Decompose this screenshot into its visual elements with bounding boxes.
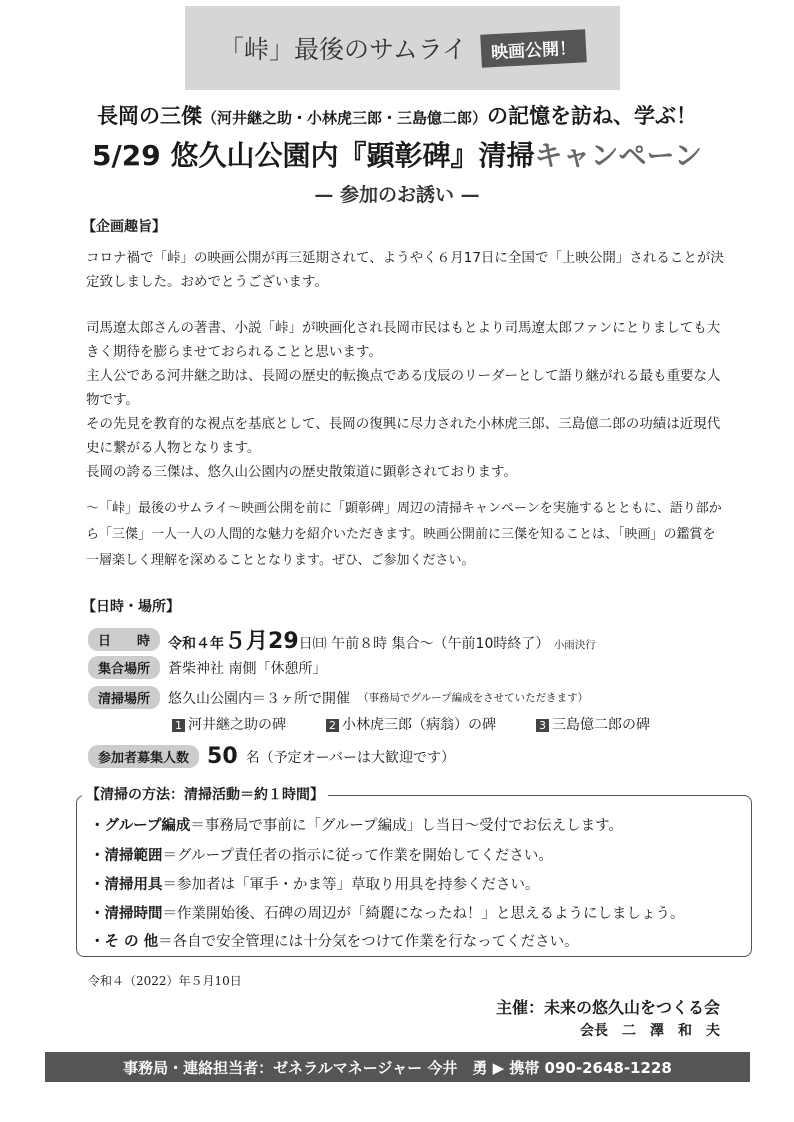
date-year: 令和４年 — [168, 636, 225, 652]
purpose-paragraph: その先見を教育的な視点を基底として、長岡の復興に尽力された小林虎三郎、三島億二郎の功績は近現代史に繋がる人物となります。 — [86, 416, 721, 456]
organizer: 主催：未来の悠久山をつくる会 — [495, 998, 720, 1017]
capacity-text: 名（予定オーバーは大歓迎です） — [245, 749, 455, 766]
date-day: ５月29 — [224, 629, 299, 654]
place-note: （事務局でグループ編成をさせていただきます） — [358, 692, 589, 704]
chairperson: 会長 二 澤 和 夫 — [580, 1023, 720, 1039]
method-value: ＝グループ責任者の指示に従って作業を開始してください。 — [162, 848, 553, 864]
capacity-label: 参加者募集人数 — [88, 745, 199, 768]
method-value: ＝参加者は「軍手・かま等」草取り用具を持参ください。 — [162, 877, 540, 893]
campaign-main: 悠久山公園内『顕彰碑』清掃 — [170, 139, 535, 172]
method-key: ・清掃範囲 — [90, 848, 163, 864]
method-key: ・清掃時間 — [90, 906, 163, 922]
method-value: ＝各自で安全管理には十分気をつけて作業を行なってください。 — [158, 934, 579, 950]
monument-name: 小林虎三郎（病翁）の碑 — [342, 717, 496, 733]
banner — [185, 6, 620, 90]
monument-item — [326, 714, 496, 734]
purpose-paragraph: 長岡の誇る三傑は、悠久山公園内の歴史散策道に顕彰されております。 — [86, 464, 517, 480]
monument-name: 三島億二郎の碑 — [552, 717, 650, 733]
contact-footer: 事務局・連絡担当者：ゼネラルマネージャー 今井 勇 ▶ 携帯 090-2648-1228 — [45, 1052, 750, 1082]
method-item — [90, 930, 579, 951]
banner-badge: 映画公開！ — [480, 29, 587, 67]
purpose-heading: 【企画趣旨】 — [82, 219, 166, 235]
banner-title: 「峠」最後のサムライ — [218, 35, 467, 64]
method-item — [90, 902, 685, 923]
method-value: ＝事務局で事前に「グループ編成」し当日～受付でお伝えします。 — [190, 818, 624, 834]
place-label: 清掃場所 — [88, 686, 160, 709]
purpose-paragraph: 主人公である河井継之助は、長岡の歴史的転換点である戊辰のリーダーとして語り継がれる最も重要な人物です。 — [86, 368, 721, 408]
purpose-paragraph: ～「峠」最後のサムライ～映画公開を前に「顕彰碑」周辺の清掃キャンペーンを実施するとともに、語り部から「三傑」一人一人の人間的な魅力を紹介いただきます。映画公開前に三傑を知ることは、「映画」の鑑賞を一層楽しく理解を深めることとなります。ぜひ、ご参加ください。 — [86, 501, 722, 568]
place-row — [88, 686, 588, 709]
monument-number: 3 — [536, 719, 549, 732]
subtitle: — 参加のお誘い — — [314, 184, 480, 206]
meet-row — [88, 656, 326, 679]
place-text: 悠久山公園内＝３ヶ所で開催 — [168, 690, 351, 707]
method-key: ・清掃用具 — [90, 877, 163, 893]
monument-item — [172, 714, 286, 734]
monument-number: 1 — [172, 719, 185, 732]
monument-name: 河井継之助の碑 — [188, 717, 286, 733]
method-item — [90, 814, 623, 835]
method-item — [90, 873, 540, 894]
headline — [0, 100, 794, 130]
meet-label: 集合場所 — [88, 656, 160, 679]
method-key: ・グループ編成 — [90, 818, 191, 834]
method-title: 【清掃の方法：清掃活動＝約１時間】 — [82, 784, 328, 804]
monument-list — [172, 714, 650, 734]
date-row — [88, 624, 596, 655]
meet-place: 蒼柴神社 南側「休憩所」 — [168, 660, 327, 677]
capacity-number: 50 — [207, 744, 238, 769]
method-key: ・そ の 他 — [90, 934, 159, 950]
schedule-heading: 【日時・場所】 — [82, 599, 180, 615]
method-item — [90, 844, 553, 865]
date-note: 小雨決行 — [553, 639, 596, 651]
monument-number: 2 — [326, 719, 339, 732]
campaign-word: キャンペーン — [534, 139, 702, 172]
purpose-paragraph: 司馬遼太郎さんの著書、小説「峠」が映画化され長岡市民はもとより司馬遼太郎ファンにとりましても大きく期待を膨らませておられることと思います。 — [86, 320, 721, 360]
campaign-title — [0, 134, 794, 174]
capacity-row — [88, 744, 455, 769]
headline-part: の記憶を訪ね、学ぶ！ — [487, 104, 697, 128]
monument-item — [536, 714, 650, 734]
date-label: 日 時 — [88, 628, 160, 651]
campaign-date: 5/29 — [92, 139, 161, 172]
headline-paren: （河井継之助・小林虎三郎・三島億二郎） — [201, 109, 487, 127]
headline-part: 長岡の三傑 — [96, 104, 202, 128]
method-value: ＝作業開始後、石碑の周辺が「綺麗になったね！」と思えるようにしましょう。 — [162, 906, 685, 922]
date-time: 日㈰ 午前８時 集合～（午前10時終了） — [298, 636, 550, 652]
purpose-paragraph: コロナ禍で「峠」の映画公開が再三延期されて、ようやく６月17日に全国で「上映公開」されることが決定致しました。おめでとうございます。 — [86, 250, 724, 290]
issue-date: 令和４（2022）年５月10日 — [88, 974, 242, 988]
